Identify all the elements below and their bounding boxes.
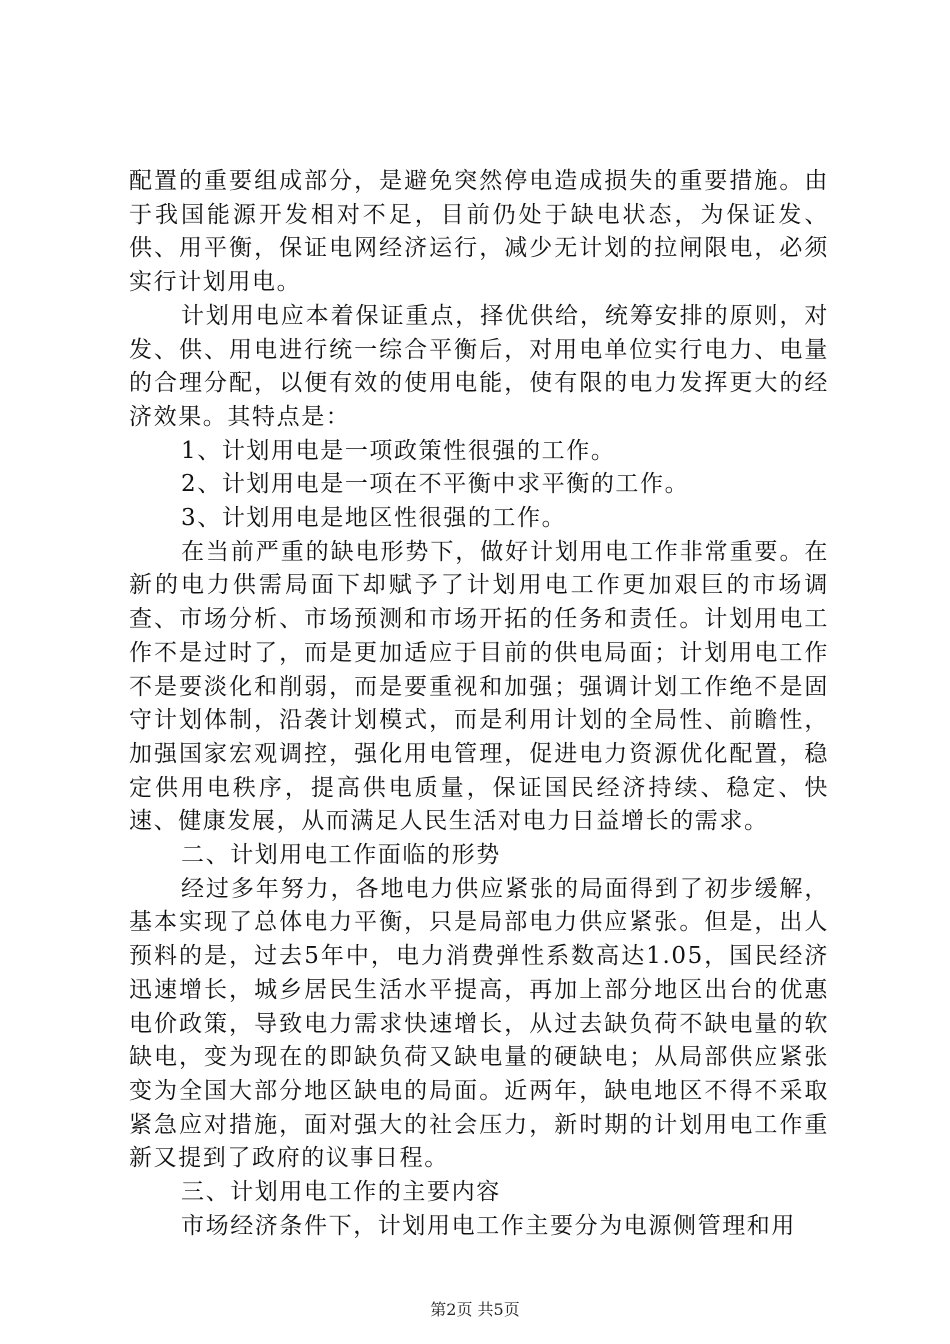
section-heading: 三、计划用电工作的主要内容 (181, 1179, 501, 1206)
list-item: 3、计划用电是地区性很强的工作。 (181, 505, 567, 532)
section-heading: 二、计划用电工作面临的形势 (181, 842, 501, 869)
paragraph: 在当前严重的缺电形势下，做好计划用电工作非常重要。在新的电力供需局面下却赋予了计划用电工作更加艰巨的市场调查、市场分析、市场预测和市场开拓的任务和责任。计划用电工作不是过时了，而是更加适应于目前的供电局面；计划用电工作不是要淡化和削弱，而是要重视和加强；强调计划工作绝不是固守计划体制，沿袭计划模式，而是利用计划的全局性、前瞻性，加强国家宏观调控，强化用电管理，促进电力资源优化配置，稳定供用电秩序，提高供电质量，保证国民经济持续、稳定、快速、健康发展，从而满足人民生活对电力日益增长的需求。 (129, 538, 829, 835)
list-item: 1、计划用电是一项政策性很强的工作。 (181, 437, 616, 464)
paragraph: 市场经济条件下，计划用电工作主要分为电源侧管理和用 (181, 1212, 796, 1239)
paragraph: 经过多年努力，各地电力供应紧张的局面得到了初步缓解，基本实现了总体电力平衡，只是局部电力供应紧张。但是，出人预料的是，过去5年中，电力消费弹性系数高达1.05，国民经济迅速增长，城乡居民生活水平提高，再加上部分地区出台的优惠电价政策，导致电力需求快速增长，从过去缺负荷不缺电量的软缺电，变为现在的即缺负荷又缺电量的硬缺电；从局部供应紧张变为全国大部分地区缺电的局面。近两年，缺电地区不得不采取紧急应对措施，面对强大的社会压力，新时期的计划用电工作重新又提到了政府的议事日程。 (129, 875, 829, 1172)
paragraph: 配置的重要组成部分，是避免突然停电造成损失的重要措施。由于我国能源开发相对不足，目前仍处于缺电状态，为保证发、供、用平衡，保证电网经济运行，减少无计划的拉闸限电，必须实行计划用电。 (129, 168, 829, 296)
page-number-footer: 第2页 共5页 (430, 1300, 520, 1319)
document-body (129, 165, 829, 1244)
paragraph: 计划用电应本着保证重点，择优供给，统筹安排的原则，对发、供、用电进行统一综合平衡后，对用电单位实行电力、电量的合理分配，以便有效的使用电能，使有限的电力发挥更大的经济效果。其特点是： (129, 302, 829, 430)
list-item: 2、计划用电是一项在不平衡中求平衡的工作。 (181, 471, 690, 498)
